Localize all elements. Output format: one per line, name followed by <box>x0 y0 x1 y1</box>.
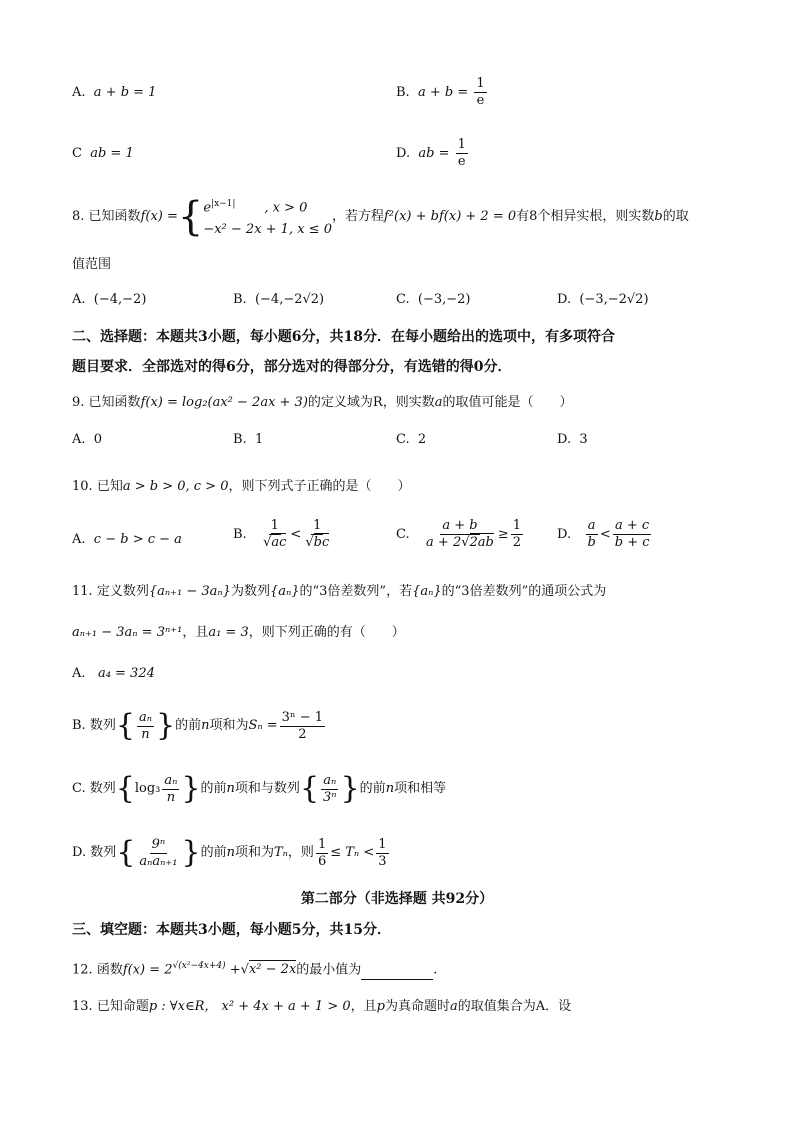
q8-piecewise: { $e^{|x-1|}$ , x > 0 −x² − 2x + 1, x ≤ 0 <box>177 194 332 240</box>
q12-answer-blank[interactable] <box>361 965 433 980</box>
q8-stem-line2: 值范围 <box>72 257 112 272</box>
q10-option-a[interactable]: A. c − b > c − a <box>72 532 182 547</box>
q7-option-c[interactable]: C ab = 1 <box>72 146 134 161</box>
q10-option-c[interactable]: C. $\frac{a + b}{a + 2√2ab}$ ≥ $\frac{1}{2}$ <box>396 518 522 550</box>
part2-heading: 第二部分（非选择题 共92分） <box>300 891 494 907</box>
q9-option-d[interactable]: D. 3 <box>557 432 588 447</box>
q8-option-a[interactable]: A. (−4,−2) <box>72 292 147 307</box>
q9-option-a[interactable]: A. 0 <box>72 432 103 447</box>
q10-option-b[interactable]: B. $\frac{1}{√ac}$ < $\frac{1}{√bc}$ <box>233 518 330 550</box>
q8-option-d[interactable]: D. (−3,−2√2) <box>557 292 649 307</box>
q8-option-c[interactable]: C. (−3,−2) <box>396 292 471 307</box>
q11-option-a[interactable]: A. a₄ = 324 <box>72 666 155 681</box>
q7-b-fraction: $\frac{1}{e}$ <box>476 76 485 108</box>
q9-option-c[interactable]: C. 2 <box>396 432 427 447</box>
q8-stem: 8. 已知函数 f(x) = { $e^{|x-1|}$ , x > 0 −x² − 2x + 1, x ≤ 0 ，若方程 f²(x) + bf(x) + 2 = 0 有8个相异实根，则实数 b 的取 <box>72 194 689 240</box>
q9-option-b[interactable]: B. 1 <box>233 432 264 447</box>
q10-stem: 10. 已知a > b > 0, c > 0，则下列式子正确的是（ ） <box>72 479 411 494</box>
q11-stem-line2: aₙ₊₁ − 3aₙ = 3ⁿ⁺¹，且a₁ = 3，则下列正确的有（ ） <box>72 625 405 640</box>
q12-stem: 12. 函数$f(x) = 2^{√(x^2-4x+4)} +√x^2 - 2x$的最小值为 . <box>72 956 437 980</box>
q11-option-c[interactable]: C. 数列 { log₃ $\frac{\text{aₙ}}{n}$ } 的前 n 项和与数列 { $\frac{\text{aₙ}}{\text{3ⁿ}}$ } 的前 n 项和相等 <box>72 771 447 806</box>
q8-option-b[interactable]: B. (−4,−2√2) <box>233 292 325 307</box>
q7-option-a[interactable]: A. a + b = 1 <box>72 85 157 100</box>
q9-stem: 9. 已知函数f(x) = log₂(ax² − 2ax + 3)的定义域为R，则实数a的取值可能是（ ） <box>72 395 573 410</box>
q7-option-b[interactable]: B. a + b = $\frac{1}{e}$ <box>396 76 485 108</box>
section2-heading-line2: 题目要求．全部选对的得6分，部分选对的得部分分，有选错的得0分． <box>72 359 512 375</box>
q13-stem: 13. 已知命题p : ∀x∈R， x² + 4x + a + 1 > 0，且p为真命题时a的取值集合为A．设 <box>72 999 572 1014</box>
section2-heading-line1: 二、选择题：本题共3小题，每小题6分，共18分．在每小题给出的选项中，有多项符合 <box>72 329 615 345</box>
q11-stem-line1: 11. 定义数列{aₙ₊₁ − 3aₙ}为数列{aₙ}的“3倍差数列”，若{aₙ}的“3倍差数列”的通项公式为 <box>72 584 607 599</box>
q11-option-d[interactable]: D. 数列 { $\frac{\text{9ⁿ}}{\text{aₙaₙ₊₁}}$ } 的前 n 项和为 Tₙ ，则 $\frac{1}{6}$ ≤ Tₙ < $\frac{1}{3}$ <box>72 835 387 870</box>
q7-option-d[interactable]: D. ab = $\frac{1}{e}$ <box>396 137 466 169</box>
q11-option-b[interactable]: B. 数列 { $\frac{\text{aₙ}}{n}$ } 的前 n 项和为 Sₙ = $\frac{\text{3ⁿ − 1}}{2}$ <box>72 708 323 743</box>
q7-d-fraction: $\frac{1}{e}$ <box>457 137 466 169</box>
section3-heading: 三、填空题：本题共3小题，每小题5分，共15分． <box>72 922 391 938</box>
q10-option-d[interactable]: D. $\frac{a}{b}$ < $\frac{a + c}{b + c}$ <box>557 518 650 550</box>
